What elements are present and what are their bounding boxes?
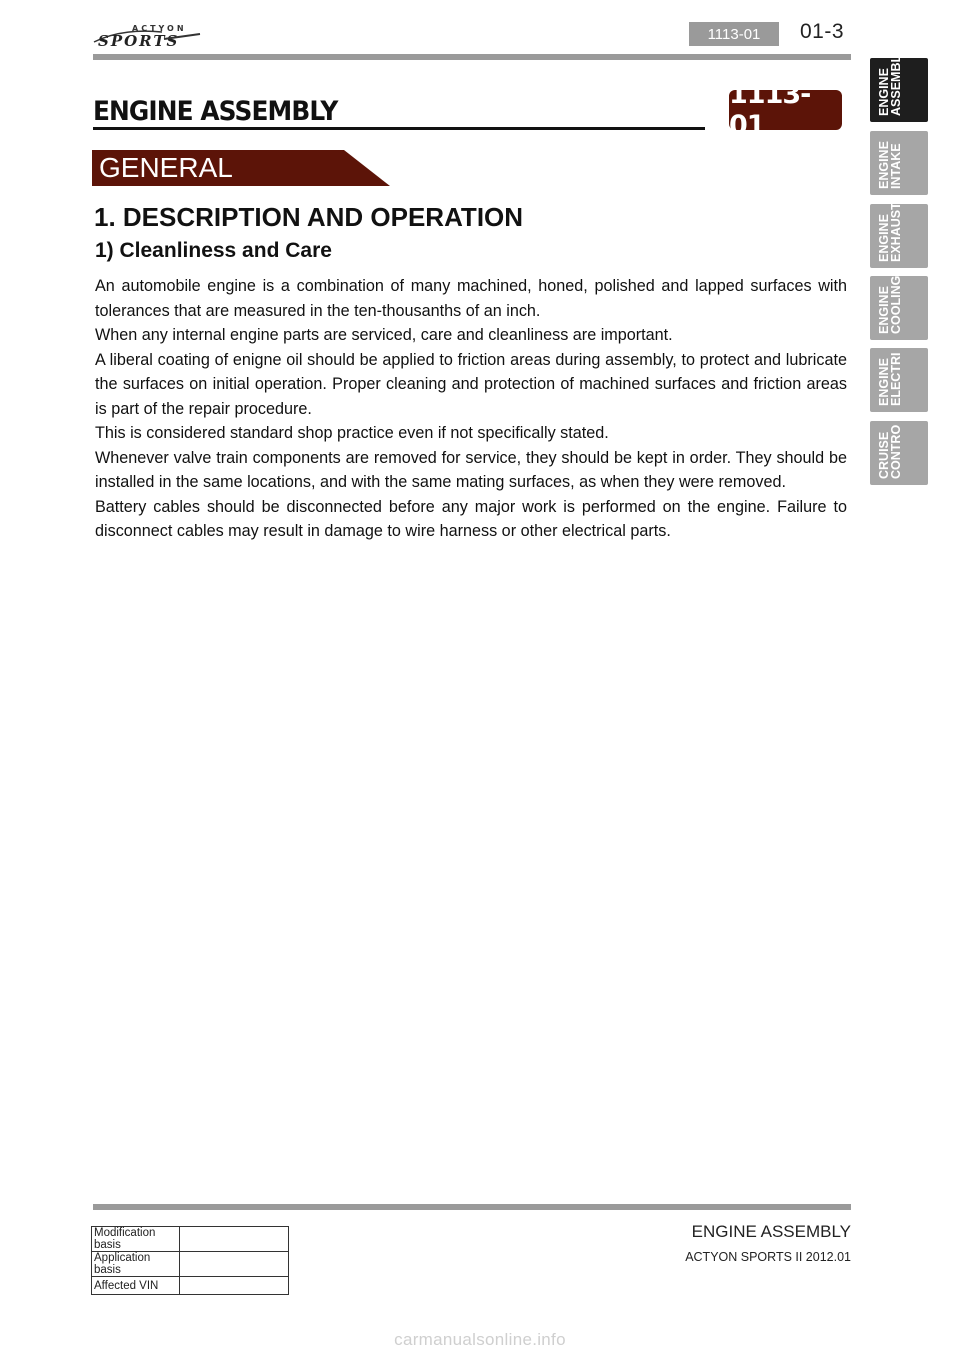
watermark: carmanualsonline.info [394,1330,566,1349]
paragraph: Whenever valve train components are removed for service, they should be kept in order. They should be installed in the same locations, and with the same mating surfaces, as when they were removed. [95,448,847,491]
svg-text:ACTYON: ACTYON [132,24,187,33]
title-code-badge: 1113-01 [729,90,842,130]
title-underline [93,127,705,130]
table-value [180,1252,289,1277]
body-text [95,274,847,544]
section-code-chip: 1113-01 [689,22,779,46]
table-value [180,1227,289,1252]
section-heading: 1. DESCRIPTION AND OPERATION [94,202,524,232]
table-row [92,1277,289,1295]
paragraph: Battery cables should be disconnected before any major work is performed on the engine. Failure to disconnect cables may result in damage to wire harness or other electrical parts. [95,497,847,540]
header-divider [93,54,851,60]
tab-line2: EXHAUST [889,202,903,262]
tab-line2: ELECTRI [889,352,903,406]
tab-line1: ENGINE [877,214,891,262]
side-tab-engine-assembly[interactable] [870,54,928,122]
tab-line1: ENGINE [877,286,891,334]
tab-line2: CONTRO [889,424,903,479]
side-tab-engine-intake[interactable] [870,131,928,195]
table-label: Affected VIN [92,1277,180,1295]
page-title: ENGINE ASSEMBLY [93,96,338,127]
subsection-heading: 1) Cleanliness and Care [95,239,332,262]
side-tab-cruise-control[interactable] [870,421,928,485]
footer-subtitle: ACTYON SPORTS II 2012.01 [685,1250,851,1264]
tab-line2: COOLING [889,275,903,334]
modification-table [91,1226,289,1295]
page-number: 01-3 [800,20,845,43]
actyon-sports-logo [92,22,204,48]
side-tab-engine-cooling[interactable] [870,276,928,340]
tab-line2: ASSEMBL [889,54,903,116]
table-value [180,1277,289,1295]
paragraph: A liberal coating of enigne oil should be applied to friction areas during assembly, to protect and lubricate the surfaces on initial operation. Proper cleaning and protection of machined surfaces and friction areas is part of the repair procedure. [95,350,847,418]
tab-line2: INTAKE [889,143,903,189]
tab-line1: CRUISE [877,431,891,479]
svg-text:SPORTS: SPORTS [98,32,180,48]
footer-divider [93,1204,851,1210]
tab-line1: ENGINE [877,141,891,189]
tab-line1: ENGINE [877,358,891,406]
section-banner: GENERAL [99,152,233,183]
tab-line1: ENGINE [877,68,891,116]
side-tab-engine-exhaust[interactable] [870,204,928,268]
paragraph: This is considered standard shop practice even if not specifically stated. [95,424,609,442]
table-row [92,1252,289,1277]
paragraph: An automobile engine is a combination of many machined, honed, polished and lapped surfaces with tolerances that are measured in the ten-thousanths of an inch. [95,277,847,320]
footer-title: ENGINE ASSEMBLY [691,1222,851,1241]
paragraph: When any internal engine parts are serviced, care and cleanliness are important. [95,326,673,344]
side-tab-engine-electrical[interactable] [870,348,928,412]
table-label: Modification basis [92,1227,180,1252]
table-row [92,1227,289,1252]
table-label: Application basis [92,1252,180,1277]
